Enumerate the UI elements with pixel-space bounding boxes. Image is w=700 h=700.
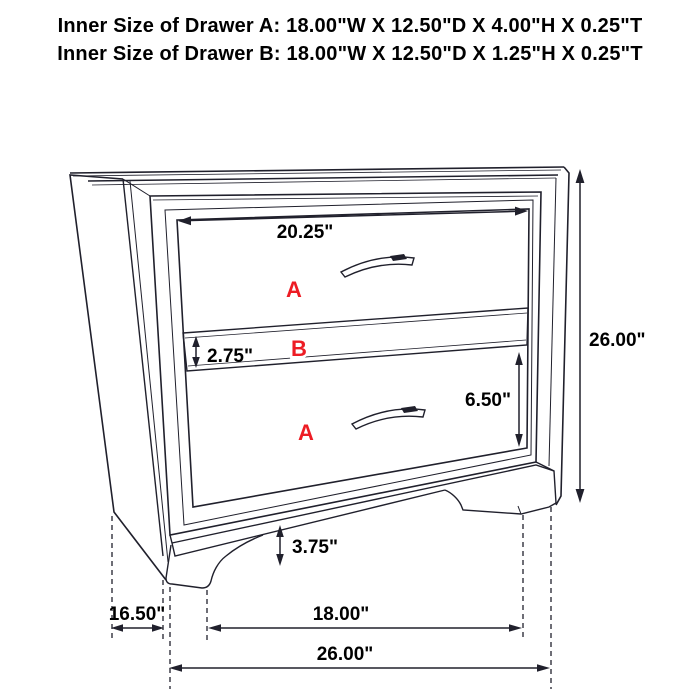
base-rail (170, 462, 556, 556)
dim-overall-width-label: 26.00" (316, 644, 374, 665)
dim-side-depth-label: 16.50" (108, 604, 166, 625)
bottom-drawer-handle (352, 409, 425, 429)
top-drawer-label: A (286, 277, 302, 302)
dim-side-depth (109, 604, 166, 632)
dim-bottom-drawer-height-label: 6.50" (465, 390, 511, 411)
dim-overall-width (169, 644, 550, 672)
dim-foot-height (276, 525, 338, 566)
top-drawer-handle (341, 257, 414, 277)
dim-top-width (178, 207, 528, 243)
drawer-b-spec-line: Inner Size of Drawer B: 18.00"W X 12.50"D X 1.25"H X 0.25"T (57, 43, 643, 65)
dim-bottom-drawer-height (465, 352, 523, 447)
dim-overall-height-label: 26.00" (589, 330, 646, 351)
dim-feet-span (208, 604, 522, 632)
cabinet-side-panel (70, 175, 168, 580)
right-bracket-foot (445, 490, 556, 514)
bottom-drawer-label: A (298, 420, 314, 445)
middle-band-label: B (291, 336, 307, 361)
dim-foot-height-label: 3.75" (292, 537, 338, 558)
left-bracket-foot (166, 535, 263, 588)
dim-band-height (192, 336, 253, 368)
dim-top-width-label: 20.25" (276, 222, 334, 243)
dim-feet-span-label: 18.00" (312, 604, 370, 625)
bottom-drawer (352, 406, 425, 429)
top-drawer (341, 254, 414, 277)
drawer-a-spec-line: Inner Size of Drawer A: 18.00"W X 12.50"D X 4.00"H X 0.25"T (57, 15, 643, 37)
dim-band-height-label: 2.75" (207, 346, 253, 367)
dim-overall-height (576, 169, 646, 503)
